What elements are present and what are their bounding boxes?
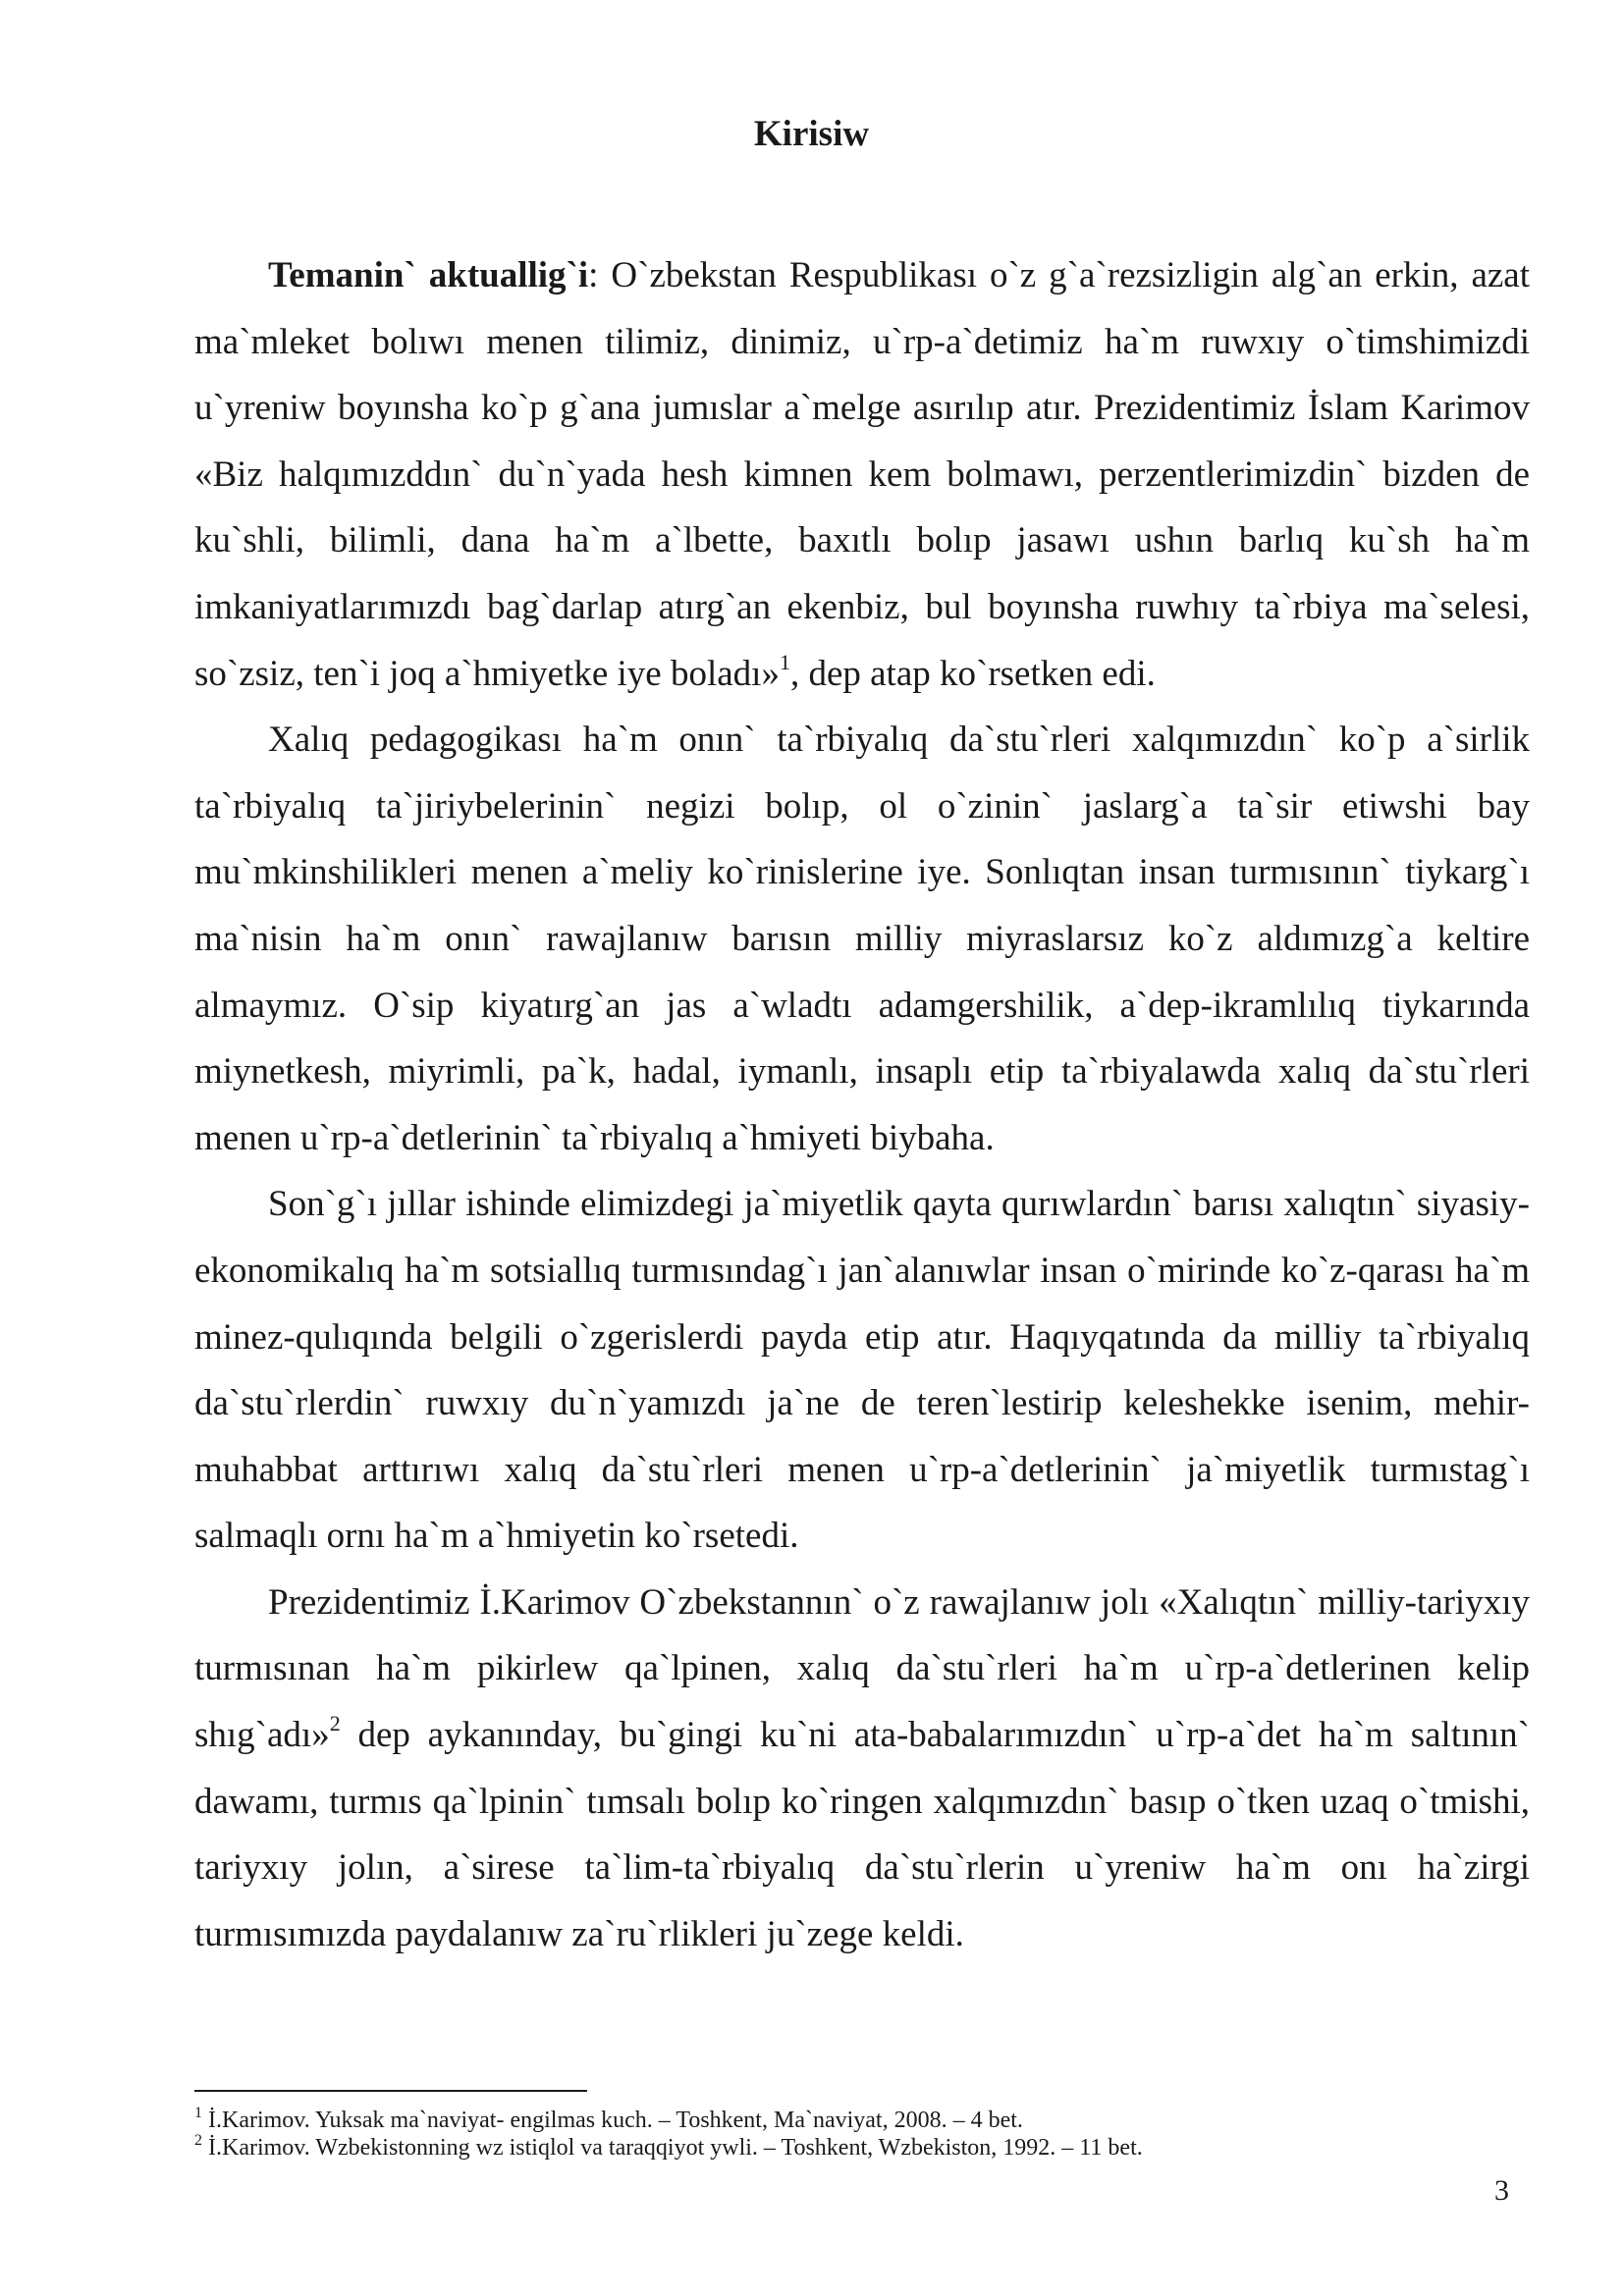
paragraph-1	[194, 242, 1530, 707]
page-number: 3	[1494, 2174, 1509, 2207]
topic-relevance-label: Temanin` aktuallig`i	[268, 255, 589, 295]
footnote-divider	[194, 2090, 587, 2092]
paragraph-4	[194, 1570, 1530, 1968]
footnote-ref-1[interactable]: 1	[779, 649, 790, 674]
footnote-ref-2[interactable]: 2	[329, 1711, 341, 1736]
page-heading: Kirisiw	[753, 114, 870, 154]
paragraph-4-text-end: dep aykanınday, bu`gingi ku`ni ata-babalarımızdın` u`rp-a`det ha`m saltının` dawamı, turmıs qa`lpinin` tımsalı bolıp ko`ringen xalqımızdın` basıp o`tken uzaq o`tmishi, tariyxıy jolın, a`sirese ta`lim-ta`rbiyalıq da`stu`rlerin u`yreniw ha`m onı ha`zirgi turmısımızda paydalanıw za`ru`rlikleri ju`zege keldi.	[194, 1715, 1530, 1954]
paragraph-3: Son`g`ı jıllar ishinde elimizdegi ja`miyetlik qayta qurıwlardın` barısı xalıqtın` siyasiy-ekonomikalıq ha`m sotsiallıq turmısındag`ı jan`alanıwlar insan o`mirinde ko`z-qarası ha`m minez-qulıqında belgili o`zgerislerdi payda etip atır. Haqıyqatında da milliy ta`rbiyalıq da`stu`rlerdin` ruwxıy du`n`yamızdı ja`ne de teren`lestirip keleshekke isenim, mehir-muhabbat arttırıwı xalıq da`stu`rleri menen u`rp-a`detlerinin` ja`miyetlik turmıstag`ı salmaqlı ornı ha`m a`hmiyetin ko`rsetedi.	[194, 1184, 1530, 1557]
paragraph-4-text: Prezidentimiz İ.Karimov O`zbekstannın` o`z rawajlanıw jolı «Xalıqtın` milliy-tariyxıy turmısınan ha`m pikirlew qa`lpinen, xalıq da`stu`rleri ha`m u`rp-a`detlerinen kelip shıg`adı»	[194, 1581, 1530, 1756]
body-text	[194, 242, 1530, 1967]
footnote-2-text: İ.Karimov. Wzbekistonning wz istiqlol va taraqqiyot ywli. – Toshkent, Wzbekiston, 1992. – 11 bet.	[202, 2135, 1143, 2161]
footnote-mark-1: 1	[194, 2105, 202, 2121]
footnote-1	[194, 2107, 1530, 2134]
footnote-1-text: İ.Karimov. Yuksak ma`naviyat- engilmas kuch. – Toshkent, Ma`naviyat, 2008. – 4 bet.	[202, 2108, 1023, 2133]
paragraph-2: Xalıq pedagogikası ha`m onın` ta`rbiyalıq da`stu`rleri xalqımızdın` ko`p a`sirlik ta`rbiyalıq ta`jiriybelerinin` negizi bolıp, ol o`zinin` jaslarg`a ta`sir etiwshi bay mu`mkinshilikleri menen a`meliy ko`rinislerine iye. Sonlıqtan insan turmısının` tiykarg`ı ma`nisin ha`m onın` rawajlanıw barısın milliy miyraslarsız ko`z aldımızg`a keltire almaymız. O`sip kiyatırg`an jas a`wladtı adamgershilik, a`dep-ikramlılıq tiykarında miynetkesh, miyrimli, pa`k, hadal, iymanlı, insaplı etip ta`rbiyalawda xalıq da`stu`rleri menen u`rp-a`detlerinin` ta`rbiyalıq a`hmiyeti biybaha.	[194, 720, 1530, 1158]
footnotes	[194, 2107, 1530, 2162]
paragraph-1-text: : O`zbekstan Respublikası o`z g`a`rezsizligin alg`an erkin, azat ma`mleket bolıwı menen tilimiz, dinimiz, u`rp-a`detimiz ha`m ruwxıy o`timshimizdi u`yreniw boyınsha ko`p g`ana jumıslar a`melge asırılıp atır. Prezidentimiz İslam Karimov «Biz halqımızddın` du`n`yada hesh kimnen kem bolmawı, perzentlerimizdin` bizden de ku`shli, bilimli, dana ha`m a`lbette, baxıtlı bolıp jasawı ushın barlıq ku`sh ha`m imkaniyatlarımızdı bag`darlap atırg`an ekenbiz, bul boyınsha ruwhıy ta`rbiya ma`selesi, so`zsiz, ten`i joq a`hmiyetke iye boladı»	[194, 255, 1531, 694]
paragraph-1-text-end: , dep atap ko`rsetken edi.	[789, 653, 1156, 694]
footnote-mark-2: 2	[194, 2132, 202, 2149]
footnote-2	[194, 2134, 1530, 2162]
